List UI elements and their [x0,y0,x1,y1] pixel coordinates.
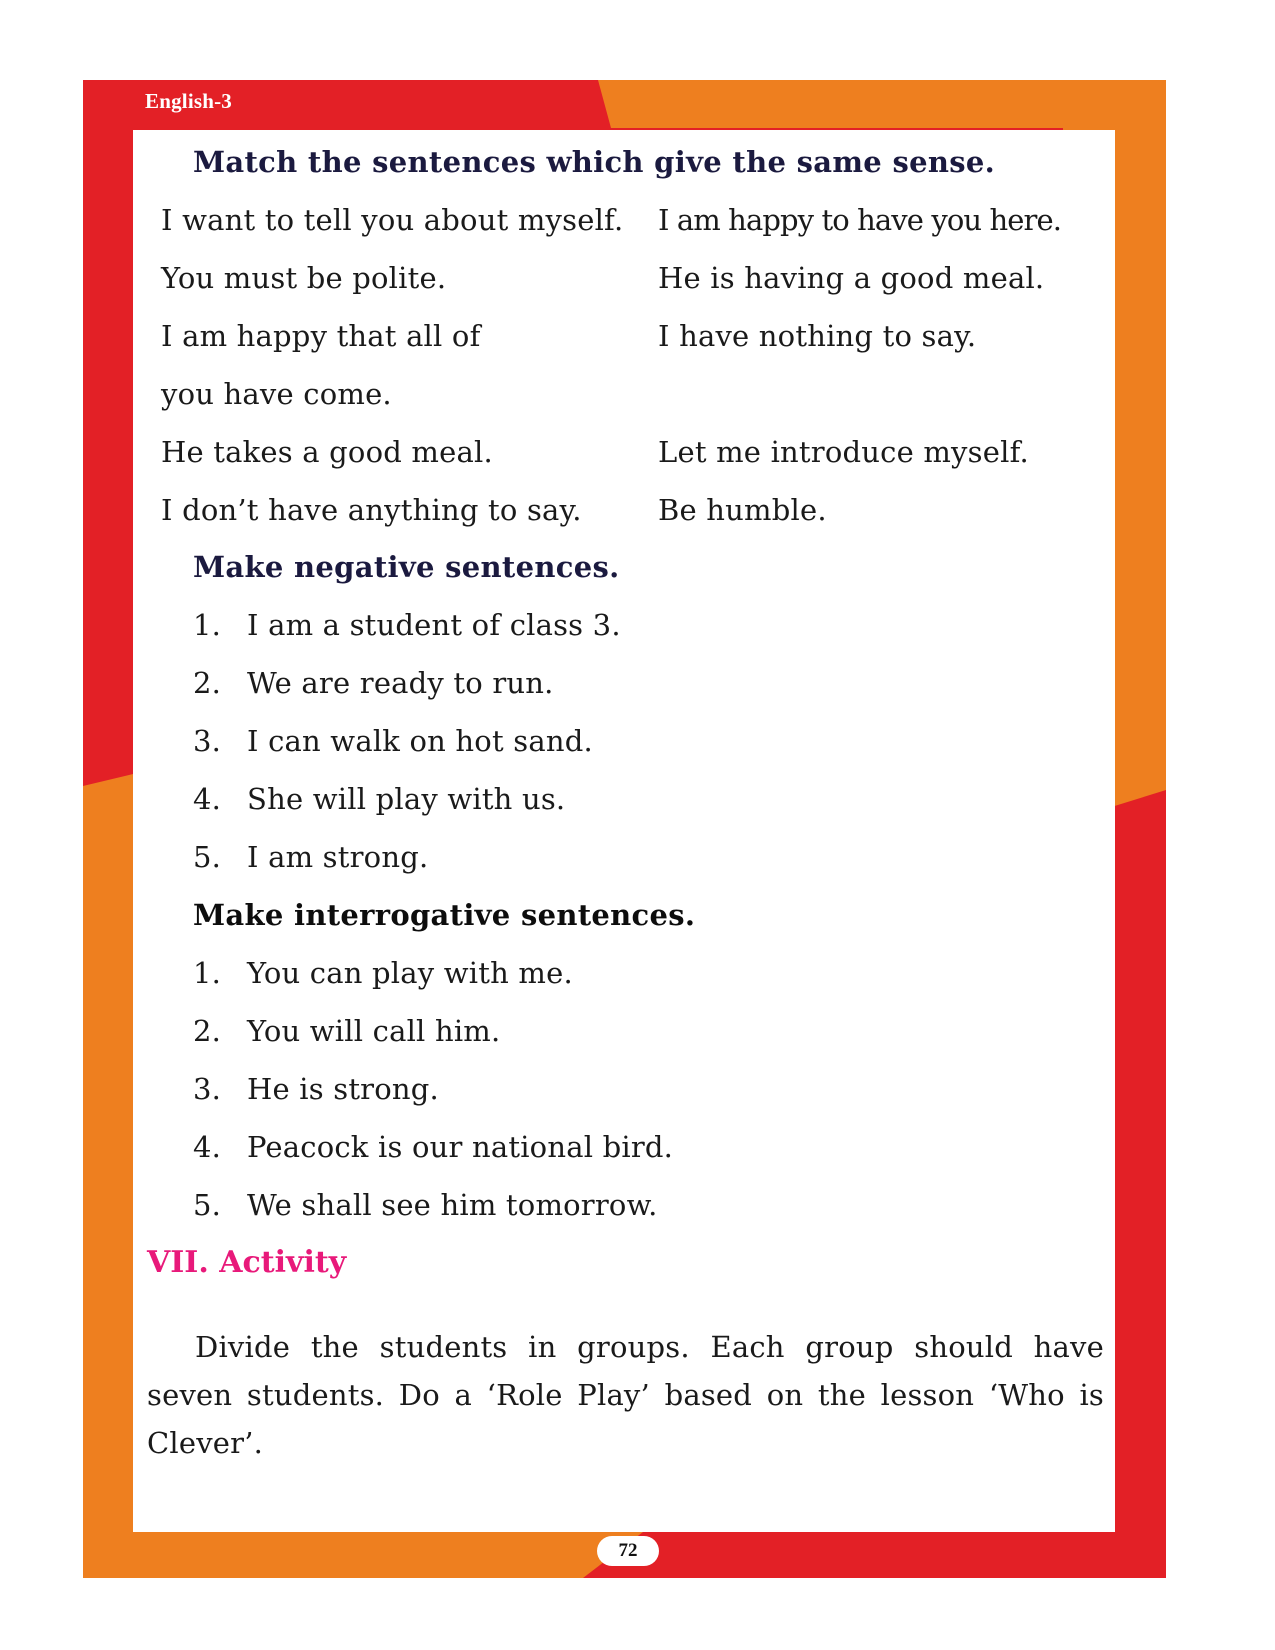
interrogative-item-number: 1. [193,956,222,990]
negative-item-text: We are ready to run. [247,666,554,700]
negative-item-text: I am strong. [247,840,429,874]
negative-item-number: 3. [193,724,222,758]
negative-item-number: 1. [193,608,222,642]
interrogative-item-text: We shall see him tomorrow. [247,1188,658,1222]
interrogative-item-5 [193,1188,658,1222]
activity-title: VII. Activity [147,1245,347,1280]
interrogative-item-4 [193,1130,673,1164]
negative-item-number: 4. [193,782,222,816]
interrogative-item-text: Peacock is our national bird. [247,1130,674,1164]
match-left-3: I am happy that all of [161,319,481,353]
negative-item-5 [193,840,428,874]
match-right-2: He is having a good meal. [658,261,1045,295]
negative-item-text: I am a student of class 3. [247,608,621,642]
interrogative-item-3 [193,1072,439,1106]
interrogative-item-1 [193,956,573,990]
negative-item-1 [193,608,621,642]
header-label: English-3 [145,89,232,113]
negative-item-4 [193,782,565,816]
interrogative-item-number: 3. [193,1072,222,1106]
interrogative-item-number: 4. [193,1130,222,1164]
content-panel [133,130,1115,1532]
match-left-1: I want to tell you about myself. [161,203,624,237]
negative-item-3 [193,724,593,758]
match-left-4: you have come. [161,377,392,411]
match-left-6: I don’t have anything to say. [161,493,582,527]
negative-heading: Make negative sentences. [193,550,620,584]
interrogative-item-number: 5. [193,1188,222,1222]
interrogative-item-text: You can play with me. [247,956,573,990]
match-left-2: You must be polite. [161,261,447,295]
match-right-3: I have nothing to say. [658,319,977,353]
negative-item-2 [193,666,554,700]
match-heading: Match the sentences which give the same sense. [193,145,995,179]
interrogative-item-text: He is strong. [247,1072,439,1106]
match-left-5: He takes a good meal. [161,435,493,469]
page-frame [83,80,1166,1578]
page-number: 72 [597,1536,659,1566]
negative-item-number: 2. [193,666,222,700]
match-right-4: Let me introduce myself. [658,435,1029,469]
match-right-5: Be humble. [658,493,827,527]
activity-paragraph: Divide the students in groups. Each group should have seven students. Do a ‘Role Play’ based on the lesson ‘Who is Clever’. [147,1330,1104,1460]
interrogative-item-text: You will call him. [247,1014,501,1048]
negative-item-text: I can walk on hot sand. [247,724,593,758]
interrogative-heading: Make interrogative sentences. [193,898,696,932]
negative-item-text: She will play with us. [247,782,566,816]
interrogative-item-number: 2. [193,1014,222,1048]
negative-item-number: 5. [193,840,222,874]
interrogative-item-2 [193,1014,500,1048]
match-right-1: I am happy to have you here. [658,203,1062,237]
